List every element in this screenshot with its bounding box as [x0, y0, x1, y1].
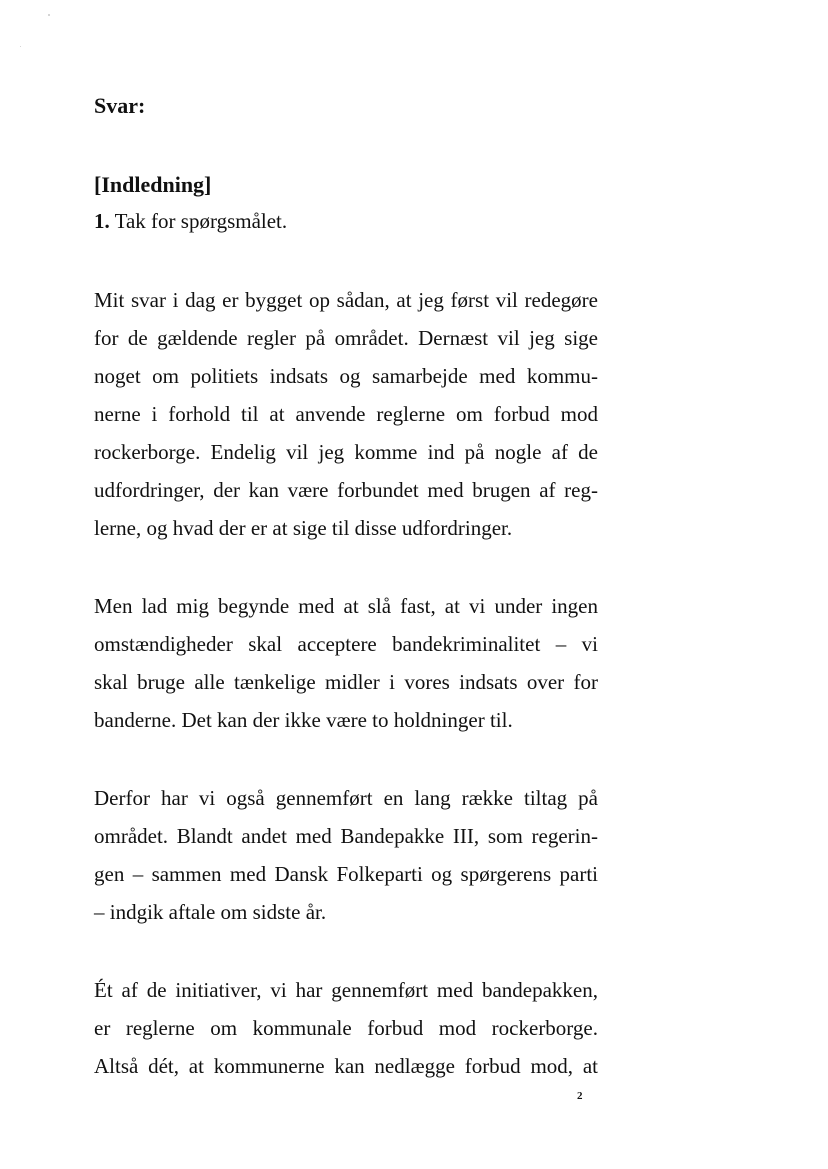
paragraph-line: udfordringer, der kan være forbundet med brugen af reg-: [94, 478, 598, 502]
intro-text: Tak for spørgsmålet.: [109, 209, 288, 233]
answer-heading: Svar:: [94, 93, 146, 118]
paragraph-line: for de gældende regler på området. Dernæst vil jeg sige: [94, 326, 598, 350]
section-heading: [Indledning]: [94, 172, 212, 197]
paragraph-line: skal bruge alle tænkelige midler i vores indsats over for: [94, 670, 598, 694]
paragraph-line: omstændigheder skal acceptere bandekriminalitet – vi: [94, 632, 598, 656]
paragraph-line: gen – sammen med Dansk Folkeparti og spørgerens parti: [94, 862, 598, 886]
paragraph-line: området. Blandt andet med Bandepakke III, som regerin-: [94, 824, 598, 848]
intro-number: 1.: [94, 209, 110, 233]
page-number: 2: [577, 1090, 583, 1102]
scan-speck: [48, 14, 50, 16]
intro-line: [94, 209, 598, 233]
paragraph-line: Mit svar i dag er bygget op sådan, at jeg først vil redegøre: [94, 288, 598, 312]
paragraph-line: er reglerne om kommunale forbud mod rockerborge.: [94, 1016, 598, 1040]
paragraph-line: Ét af de initiativer, vi har gennemført med bandepakken,: [94, 978, 598, 1002]
paragraph-line: Men lad mig begynde med at slå fast, at vi under ingen: [94, 594, 598, 618]
paragraph-line: noget om politiets indsats og samarbejde med kommu-: [94, 364, 598, 388]
paragraph-line: – indgik aftale om sidste år.: [94, 900, 327, 924]
paragraph-line: Derfor har vi også gennemført en lang række tiltag på: [94, 786, 598, 810]
paragraph-line: Altså dét, at kommunerne kan nedlægge forbud mod, at: [94, 1054, 598, 1078]
paragraph-line: lerne, og hvad der er at sige til disse udfordringer.: [94, 516, 513, 540]
paragraph-line: nerne i forhold til at anvende reglerne om forbud mod: [94, 402, 598, 426]
scan-speck: [20, 46, 21, 47]
paragraph-line: rockerborge. Endelig vil jeg komme ind på nogle af de: [94, 440, 598, 464]
paragraph-line: banderne. Det kan der ikke være to holdninger til.: [94, 708, 513, 732]
